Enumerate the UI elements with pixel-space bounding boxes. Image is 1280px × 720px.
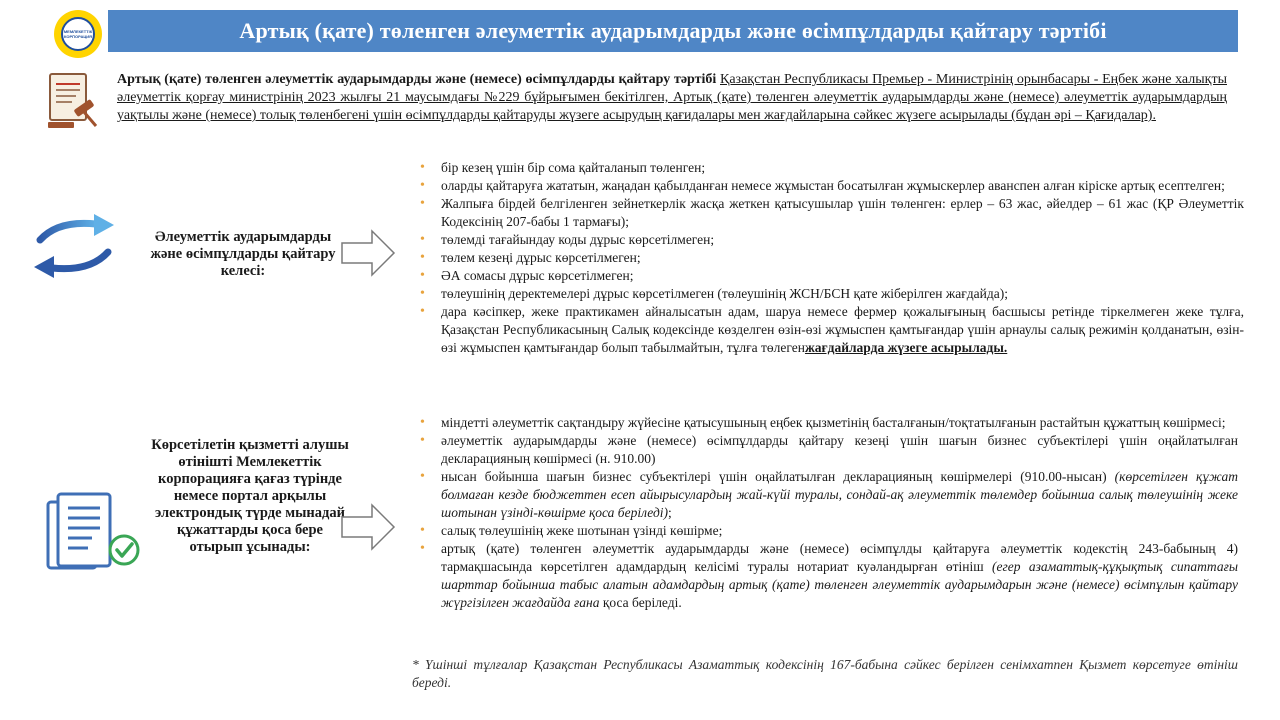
organization-logo <box>54 10 102 58</box>
legal-document-gavel-icon <box>44 70 102 132</box>
intro-paragraph <box>117 71 1227 125</box>
refresh-arrows-icon <box>28 210 120 282</box>
title-banner <box>108 10 1238 52</box>
list-item: • төлемді тағайындау коды дұрыс көрсетілмеген; <box>418 231 1244 249</box>
list-item-suffix: қоса беріледі. <box>599 595 682 610</box>
list-item: • оларды қайтаруға жататын, жаңадан қабылданған немесе жұмыстан босатылған жұмыскерлер аванспен алған кіріске артық есептелген; <box>418 177 1244 195</box>
list-item: • төлеушінің деректемелері дұрыс көрсетілмеген (төлеушінің ЖСН/БСН қате жіберілген жағдайда); <box>418 285 1244 303</box>
list-item <box>418 432 1238 468</box>
list-item-text: салық төлеушінің жеке шотынан үзінді көшірме; <box>441 523 723 538</box>
list-item: • Жалпыға бірдей белгіленген зейнеткерлік жасқа жеткен қатысушылар үшін төленген: ерлер – 63 жас, әйелдер – 61 жас (ҚР Әлеуметтік Кодексінің 207-бабы 1 тармағы); <box>418 195 1244 231</box>
list-item-emphasis: жағдайларда жүзеге асырылады. <box>804 340 1008 355</box>
intro-bold-text: Артық (қате) төленген әлеуметтік аударымдарды және (немесе) өсімпұлдарды қайтару тәртібі <box>117 72 717 87</box>
list-item <box>418 303 1244 357</box>
list-item-text: дара кәсіпкер, жеке практикамен айналысатын адам, шаруа немесе фермер қожалығының басшысы ретінде тіркелмеген жеке тұлға, Қазақстан Республикасының Салық кодексінде көзделген өзін-өзі жұмыспен қамтығандар үшін арнаулы салық режимін қолданатын, өзін-өзі жұмыспен қамтығандар болып табылмайтын, тұлға төлеген <box>441 304 1244 355</box>
right-arrow-outline-icon <box>340 228 396 278</box>
footnote: * Үшінші тұлғалар Қазақстан Республикасы Азаматтық кодексінің 167-бабына сәйкес берілген сенімхатпен Қызмет көрсетуге өтініш береді. <box>412 657 1238 690</box>
section2-list <box>418 414 1238 612</box>
right-arrow-outline-icon <box>340 502 396 552</box>
list-item-text: әлеуметтік аударымдарды және (немесе) өсімпұлдарды қайтару кезеңі үшін шағын бизнес субъектілері үшін оңайлатылған декларацияның көшірмесі (н. 910.00) <box>441 433 1238 466</box>
list-item-note: (көрсетілген құжат болмаған кезде бюджеттен есеп айырысулардың жай-күйі туралы, сондай-ақ әлеуметтік төлемдер бойынша салық төлеушінің жеке шотынан үзінді-көшірме қоса беріледі) <box>441 469 1238 520</box>
list-item-suffix: ; <box>668 505 672 520</box>
list-item <box>418 540 1238 612</box>
list-item: • төлем кезеңі дұрыс көрсетілмеген; <box>418 249 1244 267</box>
list-item: • бір кезең үшін бір сома қайталанып төленген; <box>418 159 1244 177</box>
section2-label: Көрсетілетін қызметті алушы өтінішті Мемлекеттік корпорацияға қағаз түрінде немесе портал арқылы электрондық түрде мынадай құжаттарды қоса бере отырып ұсынады: <box>151 437 349 555</box>
section1-label: Әлеуметтік аударымдарды және өсімпұлдарды қайтару келесі: <box>150 229 336 279</box>
documents-checkmark-icon <box>40 488 144 584</box>
list-item-note: (егер азаматтық-құқықтық сипаттағы шарттар бойынша табыс алатын адамдардың артық (қате) төленген әлеуметтік аударымдарын және (немесе) өсімпұлын қайтару жүргізілген жағдайда ғана <box>441 559 1238 610</box>
list-item-text: артық (қате) төленген әлеуметтік аударымдарды және (немесе) өсімпұлды қайтаруға әлеуметтік кодекстің 243-бабының 4) тармақшасында көрсетілген адамдардың келісімі туралы нотариат куәландырған өтініш <box>441 541 1238 574</box>
section1-list <box>418 159 1244 357</box>
logo-text: МЕМЛЕКЕТТІК КОРПОРАЦИЯ <box>61 17 95 51</box>
list-item <box>418 414 1238 432</box>
list-item-text: нысан бойынша шағын бизнес субъектілері үшін оңайлатылған декларацияның көшірмелері (910.00-нысан) <box>441 469 1115 484</box>
list-item-text: міндетті әлеуметтік сақтандыру жүйесіне қатысушының еңбек қызметінің басталғанын/тоқтатылғанын растайтын құжаттың көшірмесі; <box>441 415 1226 430</box>
list-item <box>418 522 1238 540</box>
list-item <box>418 468 1238 522</box>
page-title: Артық (қате) төленген әлеуметтік аударымдарды және өсімпұлдарды қайтару тәртібі <box>239 18 1107 43</box>
intro-body-text: Қазақстан Республикасы Премьер - Министрінің орынбасары - Еңбек және халықты әлеуметтік қорғау министрінің 2023 жылғы 21 маусымдағы №229 бұйрығымен бекітілген, Артық (қате) төленген әлеуметтік аударымдарды және (немесе) әлеуметтік аударымдардың уақтылы және (немесе) толық төленбегені үшін өсімпұлдарды қайтаруды жүзеге асырудың қағидалары мен жағдайларына сәйкес жүзеге асырылады (бұдан әрі – Қағидалар). <box>117 72 1227 123</box>
list-item: • ӘА сомасы дұрыс көрсетілмеген; <box>418 267 1244 285</box>
